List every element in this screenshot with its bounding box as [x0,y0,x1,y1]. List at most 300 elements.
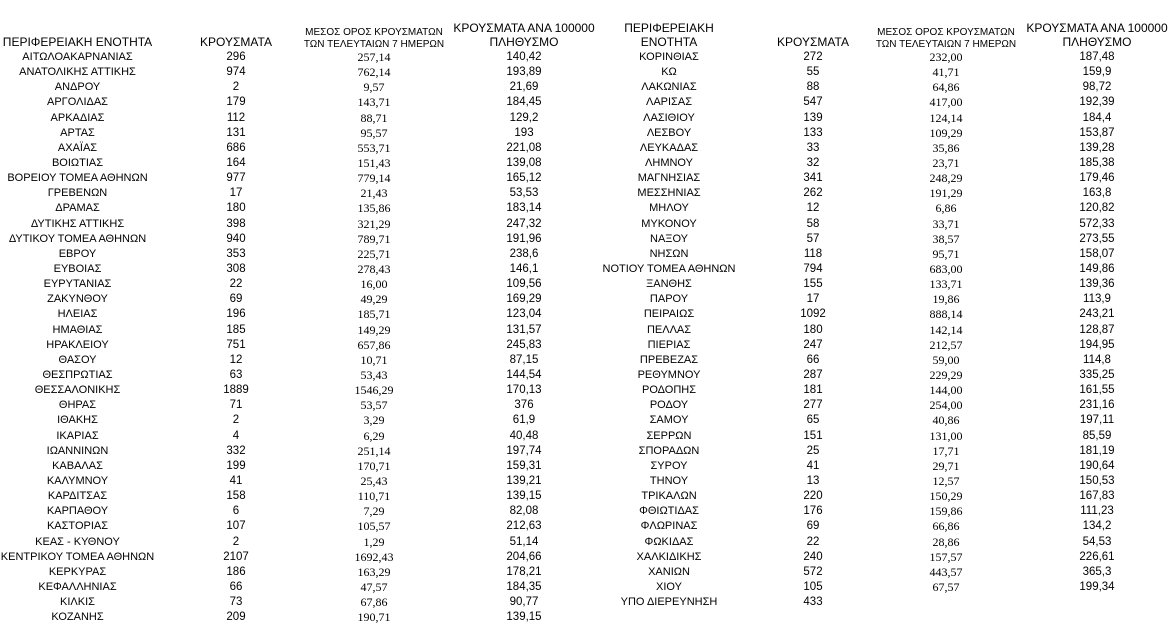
avg7-value: 105,57 [357,519,391,534]
cases-value: 6 [232,505,240,518]
per100k-value: 139,28 [1079,141,1115,154]
cases-value: 105 [803,580,823,593]
per100k-value: 82,08 [509,505,539,518]
cases-value: 155 [803,278,823,291]
cases-value: 2 [232,414,240,427]
per100k-value: 192,39 [1079,96,1115,109]
area-name: ΣΠΟΡΑΔΩΝ [638,444,700,457]
cases-value: 139 [803,111,823,124]
cases-value: 66 [229,580,243,593]
per100k-value: 193 [514,126,534,139]
area-name: ΚΙΛΚΙΣ [60,596,95,609]
per100k-value: 146,1 [509,262,539,275]
area-name: ΕΒΡΟΥ [58,247,97,260]
per100k-value: 190,64 [1079,459,1115,472]
avg7-value: 232,00 [929,50,963,64]
avg7-value: 143,71 [357,95,391,110]
cases-value: 332 [226,444,246,457]
per100k-value: 184,45 [506,96,542,109]
area-name: ΠΡΕΒΕΖΑΣ [639,353,699,366]
avg7-value: 21,43 [360,186,388,201]
avg7-value: 135,86 [357,201,391,216]
cases-value: 196 [226,308,246,321]
per100k-value: 111,23 [1080,505,1114,518]
header-avg7: ΜΕΣΟΣ ΟΡΟΣ ΚΡΟΥΣΜΑΤΩΝ ΤΩΝ ΤΕΛΕΥΤΑΙΩΝ 7 ΗΜΕΡΩΝ [875,27,1017,50]
per100k-value: 54,53 [1082,535,1112,548]
area-name: ΜΥΚΟΝΟΥ [641,217,697,230]
cases-value: 17 [806,293,820,306]
avg7-value: 10,71 [360,352,388,367]
per100k-value: 179,46 [1079,172,1115,185]
area-name: ΚΕΑΣ - ΚΥΘΝΟΥ [35,535,120,548]
per100k-value: 109,56 [506,278,542,291]
avg7-value: 53,57 [360,398,388,413]
per100k-value: 183,14 [506,202,542,215]
avg7-value: 553,71 [357,140,391,155]
avg7-value: 888,14 [929,307,963,322]
per100k-value: 193,89 [506,66,542,79]
cases-value: 547 [803,96,823,109]
per100k-value: 178,21 [506,565,542,578]
cases-value: 73 [229,596,243,609]
avg7-value: 159,86 [929,504,963,519]
avg7-value: 191,29 [929,186,963,201]
cases-value: 13 [806,474,820,487]
cases-value: 58 [806,217,820,230]
avg7-value: 124,14 [929,110,963,125]
cases-value: 1092 [800,308,826,321]
area-name: ΠΙΕΡΙΑΣ [647,338,691,351]
area-name: ΙΘΑΚΗΣ [57,414,98,427]
avg7-value: 23,71 [932,155,960,170]
avg7-value: 17,71 [932,443,960,458]
per100k-value: 184,4 [1082,111,1112,124]
avg7-value: 35,86 [932,140,960,155]
area-name: ΚΑΒΑΛΑΣ [52,459,103,472]
area-name: ΘΑΣΟΥ [58,353,97,366]
per100k-value: 191,96 [506,232,542,245]
cases-value: 57 [806,232,820,245]
area-name: ΞΑΝΘΗΣ [646,278,692,291]
per100k-value: 128,87 [1079,323,1115,336]
per100k-value: 185,38 [1079,156,1115,169]
per100k-value: 139,08 [506,156,542,169]
avg7-value: 47,57 [360,579,388,594]
per100k-value: 163,8 [1082,187,1112,200]
area-name: ΚΟΡΙΝΘΙΑΣ [639,51,699,63]
avg7-value: 185,71 [357,307,391,322]
cases-value: 179 [226,96,246,109]
area-name: ΦΩΚΙΔΑΣ [644,535,694,548]
avg7-value: 131,00 [929,428,963,443]
area-name: ΑΝΑΤΟΛΙΚΗΣ ΑΤΤΙΚΗΣ [19,66,136,79]
per100k-value: 247,32 [506,217,542,230]
cases-value: 41 [229,474,243,487]
area-name: ΑΧΑΪΑΣ [57,141,98,154]
area-name: ΤΗΝΟΥ [649,474,689,487]
avg7-value: 170,71 [357,458,391,473]
cases-value: 66 [806,353,820,366]
avg7-value: 225,71 [357,246,391,261]
cases-value: 65 [806,414,820,427]
header-per100k: ΚΡΟΥΣΜΑΤΑ ΑΝΑ 100000 ΠΛΗΘΥΣΜΟ [453,21,595,50]
avg7-value: 67,57 [932,579,960,594]
cases-value: 247 [803,338,823,351]
area-name: ΔΥΤΙΚΟΥ ΤΟΜΕΑ ΑΘΗΝΩΝ [8,232,147,245]
per100k-value: 158,07 [1079,247,1115,260]
cases-value: 296 [226,51,246,63]
avg7-value: 163,29 [357,564,391,579]
area-name: ΑΙΤΩΛΟΑΚΑΡΝΑΝΙΑΣ [22,51,133,63]
cases-value: 686 [226,141,246,154]
cases-value: 1889 [223,384,249,397]
cases-value: 118 [803,247,823,260]
cases-value: 4 [232,429,240,442]
per100k-value: 113,9 [1083,293,1111,306]
cases-value: 433 [803,596,823,609]
area-name: ΣΑΜΟΥ [649,414,689,427]
avg7-value: 144,00 [929,383,963,398]
avg7-value: 64,86 [932,80,960,95]
avg7-value: 9,57 [363,80,385,95]
area-name: ΡΟΔΟΠΗΣ [641,384,697,397]
cases-value: 32 [806,156,820,169]
avg7-value: 25,43 [360,473,388,488]
avg7-value: 3,29 [363,413,385,428]
area-name: ΙΩΑΝΝΙΝΩΝ [46,444,109,457]
header-area: ΠΕΡΙΦΕΡΕΙΑΚΗ ΕΝΟΤΗΤΑ [2,35,153,50]
area-name: ΕΥΒΟΙΑΣ [53,262,102,275]
area-name: ΠΑΡΟΥ [649,293,689,306]
per100k-value: 212,63 [506,520,542,533]
avg7-value: 16,00 [360,277,388,292]
per100k-value: 140,42 [506,51,542,63]
cases-value: 2 [232,535,240,548]
area-name: ΕΥΡΥΤΑΝΙΑΣ [43,278,112,291]
avg7-value: 190,71 [357,610,391,625]
area-name: ΑΡΓΟΛΙΔΑΣ [47,96,108,109]
avg7-value: 157,57 [929,549,963,564]
area-name: ΘΕΣΠΡΩΤΙΑΣ [42,368,113,381]
cases-value: 25 [806,444,820,457]
cases-value: 287 [803,368,823,381]
cases-value: 22 [229,278,243,291]
per100k-value: 129,2 [509,111,539,124]
cases-value: 240 [803,550,823,563]
cases-value: 12 [229,353,243,366]
per100k-value: 161,55 [1079,384,1115,397]
area-name: ΥΠΟ ΔΙΕΡΕΥΝΗΣΗ [620,596,718,609]
per100k-value: 572,33 [1079,217,1115,230]
cases-value: 131 [226,126,246,139]
area-name: ΚΕΦΑΛΛΗΝΙΑΣ [38,580,117,593]
avg7-value: 59,00 [932,352,960,367]
per100k-value: 139,36 [1079,278,1115,291]
cases-value: 88 [806,81,820,94]
cases-value: 572 [803,565,823,578]
cases-value: 63 [229,368,243,381]
cases-value: 164 [226,156,246,169]
avg7-value: 762,14 [357,65,391,80]
cases-value: 974 [226,66,246,79]
per100k-value: 204,66 [506,550,542,563]
avg7-value: 278,43 [357,261,391,276]
area-name: ΛΗΜΝΟΥ [645,156,693,169]
cases-value: 308 [226,262,246,275]
cases-value: 341 [803,172,823,185]
avg7-value: 212,57 [929,337,963,352]
area-name: ΗΡΑΚΛΕΙΟΥ [46,338,109,351]
cases-value: 151 [803,429,823,442]
per100k-value: 139,15 [506,490,542,503]
cases-value: 353 [226,247,246,260]
avg7-value: 19,86 [932,292,960,307]
avg7-value: 7,29 [363,504,385,519]
area-name: ΗΛΕΙΑΣ [57,308,98,321]
cases-value: 272 [803,51,823,63]
avg7-value: 657,86 [357,337,391,352]
per100k-value: 165,12 [506,172,542,185]
per100k-value: 184,35 [506,580,542,593]
cases-value: 751 [226,338,246,351]
per100k-value: 87,15 [509,353,539,366]
per100k-value: 159,31 [506,459,542,472]
avg7-value: 6,86 [935,201,957,216]
cases-value: 55 [806,66,820,79]
area-name: ΡΟΔΟΥ [649,399,689,412]
avg7-value: 321,29 [357,216,391,231]
per100k-value: 243,21 [1079,308,1115,321]
avg7-value: 142,14 [929,322,963,337]
area-name: ΚΑΡΠΑΘΟΥ [46,505,109,518]
area-name: ΛΑΣΙΘΙΟΥ [643,111,695,124]
avg7-value: 38,57 [932,231,960,246]
header-cases: ΚΡΟΥΣΜΑΤΑ [777,35,849,50]
per100k-value: 131,57 [506,323,542,336]
per100k-value: 123,04 [506,308,542,321]
avg7-value: 151,43 [357,155,391,170]
avg7-value: 49,29 [360,292,388,307]
avg7-value: 248,29 [929,171,963,186]
area-name: ΓΡΕΒΕΝΩΝ [47,187,108,200]
per100k-value: 90,77 [509,596,539,609]
cases-value: 199 [226,459,246,472]
cases-value: 794 [803,262,823,275]
cases-value: 41 [806,459,820,472]
area-name: ΧΑΝΙΩΝ [648,565,690,578]
per100k-value: 199,34 [1079,580,1115,593]
area-name: ΝΟΤΙΟΥ ΤΟΜΕΑ ΑΘΗΝΩΝ [602,262,736,275]
cases-value: 22 [806,535,820,548]
area-name: ΚΑΛΥΜΝΟΥ [46,474,109,487]
area-name: ΙΚΑΡΙΑΣ [56,429,99,442]
avg7-value: 257,14 [357,50,391,64]
per100k-value: 85,59 [1082,429,1112,442]
cases-value: 2 [232,81,240,94]
cases-value: 69 [806,520,820,533]
per100k-value: 53,53 [509,187,539,200]
per100k-value: 120,82 [1079,202,1115,215]
area-name: ΣΥΡΟΥ [650,459,688,472]
per100k-value: 231,16 [1079,399,1115,412]
cases-value: 180 [226,202,246,215]
cases-value: 185 [226,323,246,336]
per100k-value: 187,48 [1079,51,1115,63]
per100k-value: 197,74 [506,444,542,457]
area-name: ΛΑΚΩΝΙΑΣ [641,81,697,94]
avg7-value: 40,86 [932,413,960,428]
per100k-value: 181,19 [1079,444,1115,457]
avg7-value: 6,29 [363,428,385,443]
per100k-value: 21,69 [509,81,539,94]
header-area: ΠΕΡΙΦΕΡΕΙΑΚΗ ΕΝΟΤΗΤΑ [624,21,714,50]
cases-value: 69 [229,293,243,306]
avg7-value: 53,43 [360,367,388,382]
per100k-value: 40,48 [509,429,539,442]
area-name: ΚΑΡΔΙΤΣΑΣ [47,490,108,503]
cases-value: 112 [226,111,246,124]
per100k-value: 144,54 [506,368,542,381]
avg7-value: 1692,43 [354,549,394,564]
avg7-value: 683,00 [929,261,963,276]
area-name: ΤΡΙΚΑΛΩΝ [641,490,697,503]
avg7-value: 67,86 [360,595,388,610]
per100k-value: 273,55 [1079,232,1115,245]
header-per100k: ΚΡΟΥΣΜΑΤΑ ΑΝΑ 100000 ΠΛΗΘΥΣΜΟ [1026,21,1168,50]
per100k-value: 150,53 [1079,474,1115,487]
cases-value: 12 [806,202,820,215]
cases-value: 398 [226,217,246,230]
area-name: ΧΙΟΥ [656,580,682,593]
per100k-value: 159,9 [1082,66,1112,79]
avg7-value: 150,29 [929,489,963,504]
area-name: ΧΑΛΚΙΔΙΚΗΣ [636,550,702,563]
avg7-value: 88,71 [360,110,388,125]
per100k-value: 149,86 [1079,262,1115,275]
area-name: ΚΑΣΤΟΡΙΑΣ [46,520,109,533]
avg7-value: 1546,29 [354,383,394,398]
per100k-value: 51,14 [509,535,539,548]
area-name: ΡΕΘΥΜΝΟΥ [637,368,701,381]
avg7-value: 254,00 [929,398,963,413]
area-name: ΝΗΣΩΝ [649,247,689,260]
cases-value: 186 [226,565,246,578]
area-name: ΛΑΡΙΣΑΣ [645,96,692,109]
per100k-value: 245,83 [506,338,542,351]
area-name: ΚΟΖΑΝΗΣ [51,611,104,624]
area-name: ΚΩ [661,66,677,79]
per100k-value: 167,83 [1079,490,1115,503]
avg7-value: 41,71 [932,65,960,80]
per100k-value: 335,25 [1079,368,1115,381]
per100k-value: 98,72 [1082,81,1112,94]
area-name: ΔΡΑΜΑΣ [55,202,100,215]
area-name: ΠΕΛΛΑΣ [646,323,692,336]
avg7-value: 251,14 [357,443,391,458]
avg7-value: 133,71 [929,277,963,292]
area-name: ΘΕΣΣΑΛΟΝΙΚΗΣ [34,384,121,397]
per100k-value: 134,2 [1082,520,1112,533]
per100k-value: 61,9 [512,414,536,427]
per100k-value: 169,29 [506,293,542,306]
cases-value: 277 [803,399,823,412]
area-name: ΠΕΙΡΑΙΩΣ [643,308,695,321]
avg7-value: 443,57 [929,564,963,579]
avg7-value: 110,71 [357,489,391,504]
area-name: ΦΘΙΩΤΙΔΑΣ [639,505,699,518]
area-name: ΒΟΡΕΙΟΥ ΤΟΜΕΑ ΑΘΗΝΩΝ [7,172,148,185]
area-name: ΛΕΣΒΟΥ [646,126,692,139]
area-name: ΑΡΤΑΣ [60,126,95,139]
cases-value: 176 [803,505,823,518]
area-name: ΑΡΚΑΔΙΑΣ [50,111,105,124]
avg7-value: 109,29 [929,125,963,140]
per100k-value: 139,15 [506,611,542,624]
per100k-value: 194,95 [1079,338,1115,351]
area-name: ΚΕΝΤΡΙΚΟΥ ΤΟΜΕΑ ΑΘΗΝΩΝ [0,550,155,563]
cases-value: 33 [806,141,820,154]
avg7-value: 28,86 [932,534,960,549]
per100k-value: 226,61 [1079,550,1115,563]
area-name: ΜΗΛΟΥ [649,202,689,215]
per100k-value: 376 [514,399,534,412]
per100k-value: 114,8 [1083,353,1111,366]
area-name: ΜΕΣΣΗΝΙΑΣ [637,187,701,200]
cases-value: 17 [229,187,243,200]
avg7-value: 29,71 [932,458,960,473]
cases-value: 107 [226,520,246,533]
area-name: ΔΥΤΙΚΗΣ ΑΤΤΙΚΗΣ [30,217,125,230]
area-name: ΣΕΡΡΩΝ [646,429,692,442]
cases-value: 71 [229,399,243,412]
per100k-value: 221,08 [506,141,542,154]
header-cases: ΚΡΟΥΣΜΑΤΑ [200,35,272,50]
cases-value: 158 [226,490,246,503]
avg7-value: 779,14 [357,171,391,186]
avg7-value: 417,00 [929,95,963,110]
avg7-value: 66,86 [932,519,960,534]
avg7-value: 33,71 [932,216,960,231]
per100k-value: 197,11 [1079,414,1115,427]
cases-value: 133 [803,126,823,139]
avg7-value: 95,57 [360,125,388,140]
area-name: ΚΕΡΚΥΡΑΣ [48,565,107,578]
area-name: ΒΟΙΩΤΙΑΣ [51,156,104,169]
avg7-value: 95,71 [932,246,960,261]
area-name: ΛΕΥΚΑΔΑΣ [639,141,699,154]
area-name: ΑΝΔΡΟΥ [54,81,101,94]
header-avg7: ΜΕΣΟΣ ΟΡΟΣ ΚΡΟΥΣΜΑΤΩΝ ΤΩΝ ΤΕΛΕΥΤΑΙΩΝ 7 ΗΜΕΡΩΝ [303,27,445,50]
cases-value: 2107 [223,550,249,563]
avg7-value: 12,57 [932,473,960,488]
area-name: ΘΗΡΑΣ [58,399,97,412]
avg7-value: 149,29 [357,322,391,337]
per100k-value: 365,3 [1082,565,1112,578]
cases-value: 180 [803,323,823,336]
cases-value: 977 [226,172,246,185]
cases-value: 940 [226,232,246,245]
per100k-value: 170,13 [506,384,542,397]
cases-value: 220 [803,490,823,503]
area-name: ΗΜΑΘΙΑΣ [52,323,103,336]
per100k-value: 238,6 [509,247,539,260]
per100k-value: 139,21 [506,474,542,487]
cases-value: 262 [803,187,823,200]
area-name: ΖΑΚΥΝΘΟΥ [47,293,108,306]
cases-value: 209 [226,611,246,624]
area-name: ΜΑΓΝΗΣΙΑΣ [637,172,701,185]
cases-value: 181 [803,384,823,397]
